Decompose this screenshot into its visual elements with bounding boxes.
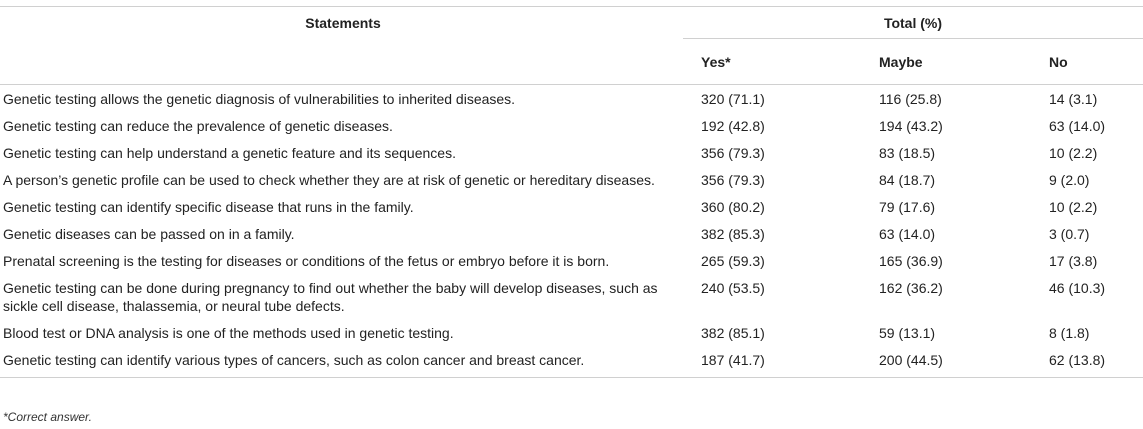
table-row	[0, 85, 1143, 113]
maybe-header: Maybe	[879, 39, 1049, 85]
maybe-cell: 84 (18.7)	[879, 172, 936, 188]
maybe-cell: 165 (36.9)	[879, 253, 943, 269]
table-row	[0, 112, 1143, 139]
yes-cell: 356 (79.3)	[701, 172, 765, 188]
yes-cell: 187 (41.7)	[683, 346, 879, 378]
yes-cell: 320 (71.1)	[701, 91, 765, 107]
yes-cell: 382 (85.1)	[701, 325, 765, 341]
table-row	[0, 193, 1143, 220]
statement-cell: Genetic diseases can be passed on in a family.	[3, 226, 295, 242]
statement-cell: Genetic testing can identify various types of cancers, such as colon cancer and breast cancer.	[0, 346, 683, 378]
maybe-cell: 200 (44.5)	[879, 346, 1049, 378]
table-row	[0, 274, 1143, 319]
no-header: No	[1049, 39, 1143, 85]
yes-cell: 356 (79.3)	[701, 145, 765, 161]
maybe-cell: 162 (36.2)	[879, 280, 943, 296]
no-cell: 14 (3.1)	[1049, 91, 1098, 107]
no-cell: 8 (1.8)	[1049, 325, 1090, 341]
table-row	[0, 139, 1143, 166]
empty-header-cell	[0, 39, 683, 85]
maybe-cell: 63 (14.0)	[879, 226, 936, 242]
maybe-cell: 83 (18.5)	[879, 145, 936, 161]
table-row	[0, 166, 1143, 193]
maybe-cell: 194 (43.2)	[879, 118, 943, 134]
table-row	[0, 220, 1143, 247]
footnote: *Correct answer.	[3, 410, 92, 424]
yes-cell: 240 (53.5)	[701, 280, 765, 296]
statement-cell: Blood test or DNA analysis is one of the methods used in genetic testing.	[3, 325, 454, 341]
no-cell: 63 (14.0)	[1049, 118, 1106, 134]
statement-cell: Genetic testing can help understand a genetic feature and its sequences.	[3, 145, 456, 161]
yes-cell: 382 (85.3)	[701, 226, 765, 242]
total-percent-header: Total (%)	[683, 7, 1143, 39]
maybe-cell: 59 (13.1)	[879, 325, 936, 341]
statement-cell: Genetic testing can be done during pregnancy to find out whether the baby will develop diseases, such as sickle cell disease, thalassemia, or neural tube defects.	[3, 280, 658, 314]
yes-header: Yes*	[683, 39, 879, 85]
statement-cell: Genetic testing can identify specific disease that runs in the family.	[3, 199, 414, 215]
statement-cell: Genetic testing can reduce the prevalence of genetic diseases.	[3, 118, 393, 134]
no-cell: 9 (2.0)	[1049, 172, 1090, 188]
maybe-cell: 79 (17.6)	[879, 199, 936, 215]
header-row-top	[0, 7, 1143, 39]
no-cell: 17 (3.8)	[1049, 253, 1098, 269]
no-cell: 10 (2.2)	[1049, 145, 1098, 161]
yes-cell: 192 (42.8)	[701, 118, 765, 134]
maybe-cell: 116 (25.8)	[879, 91, 942, 107]
yes-cell: 360 (80.2)	[701, 199, 765, 215]
survey-table	[0, 6, 1143, 378]
no-cell: 62 (13.8)	[1049, 346, 1143, 378]
table-row	[0, 247, 1143, 274]
table-row	[0, 346, 1143, 378]
statement-cell: Prenatal screening is the testing for diseases or conditions of the fetus or embryo before it is born.	[3, 253, 610, 269]
statement-cell: Genetic testing allows the genetic diagnosis of vulnerabilities to inherited diseases.	[3, 91, 516, 107]
no-cell: 10 (2.2)	[1049, 199, 1098, 215]
table-row	[0, 319, 1143, 346]
no-cell: 3 (0.7)	[1049, 226, 1090, 242]
no-cell: 46 (10.3)	[1049, 280, 1106, 296]
yes-cell: 265 (59.3)	[701, 253, 765, 269]
statement-cell: A person’s genetic profile can be used to check whether they are at risk of genetic or hereditary diseases.	[3, 172, 655, 188]
header-row-bottom	[0, 39, 1143, 85]
statements-header: Statements	[0, 7, 683, 39]
